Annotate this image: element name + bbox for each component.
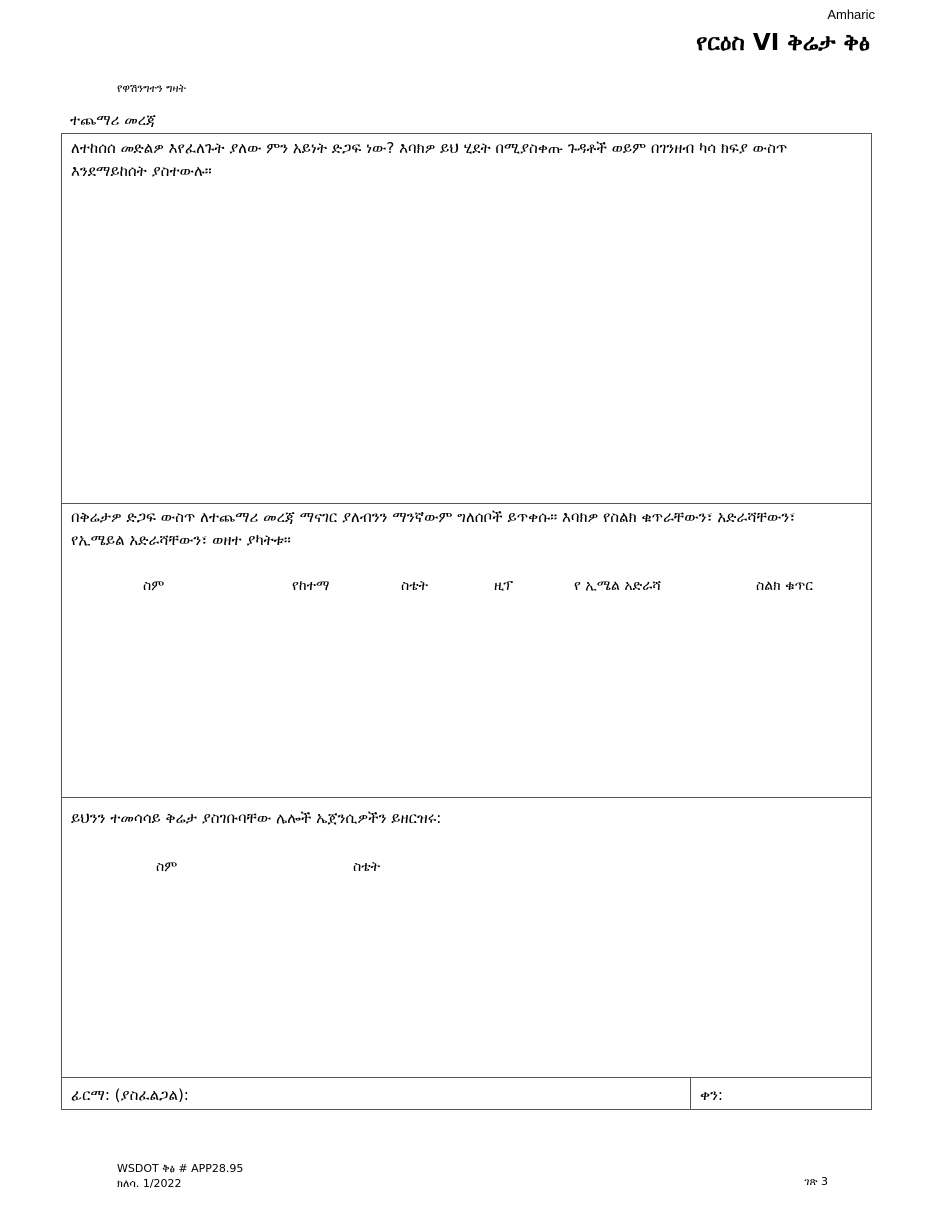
relief-sought-field[interactable] bbox=[62, 134, 871, 504]
column-city: የከተማ bbox=[292, 578, 330, 594]
section-title: ተጨማሪ መረጃ bbox=[70, 111, 157, 129]
language-label: Amharic bbox=[827, 7, 875, 22]
page-title: የርዕስ VI ቅሬታ ቅፅ bbox=[696, 30, 870, 56]
contacts-field[interactable] bbox=[62, 503, 871, 798]
column-zip: ዚፕ bbox=[494, 578, 514, 594]
form-number: WSDOT ቅፅ # APP28.95 bbox=[117, 1162, 244, 1175]
column-agency-name: ስም bbox=[156, 859, 178, 875]
state-label: የዋሽንግተን ግዛት bbox=[117, 82, 186, 95]
column-state: ስቴት bbox=[401, 578, 429, 594]
relief-sought-prompt: ለተከሰሰ መድልዎ እየፈለጉት ያለው ምን አይነት ድጋፍ ነው? እባክዎ ይህ ሂደት በሚያስቀጡ ጉዳቶች ወይም በገንዘብ ካሳ ክፍያ ውስጥ እንደማይከሰት ያስተውሉ። bbox=[71, 139, 788, 180]
date-label: ቀን: bbox=[700, 1086, 723, 1104]
other-agencies-prompt: ይህንን ተመሳሳይ ቅሬታ ያስገቡባቸው ሌሎች ኤጀንሲዎችን ይዘርዝሩ: bbox=[71, 809, 442, 827]
signature-label: ፊርማ: (ያስፈልጋል): bbox=[71, 1086, 189, 1104]
signature-divider bbox=[690, 1077, 691, 1109]
revision-date: ክለሳ. 1/2022 bbox=[117, 1177, 182, 1190]
column-agency-state: ስቴት bbox=[353, 859, 381, 875]
column-name: ስም bbox=[143, 578, 165, 594]
signature-row bbox=[62, 1077, 871, 1109]
other-agencies-field[interactable] bbox=[62, 797, 871, 1078]
column-email: የ ኢሜል አድራሻ bbox=[574, 578, 662, 594]
page-number: ገጽ 3 bbox=[804, 1175, 828, 1188]
column-phone: ስልክ ቁጥር bbox=[756, 578, 814, 594]
contacts-prompt: በቅሬታዎ ድጋፍ ውስጥ ለተጨማሪ መረጃ ማናገር ያለብንን ማንኛውም ግለሰቦች ይጥቀሱ። እባክዎ የስልክ ቁጥራቸውን፣ አድራሻቸውን፣ የኢሜይል አድራሻቸውን፣ ወዘተ ያካትቱ። bbox=[71, 508, 796, 549]
footer bbox=[117, 1161, 243, 1191]
complaint-form bbox=[61, 133, 872, 1110]
